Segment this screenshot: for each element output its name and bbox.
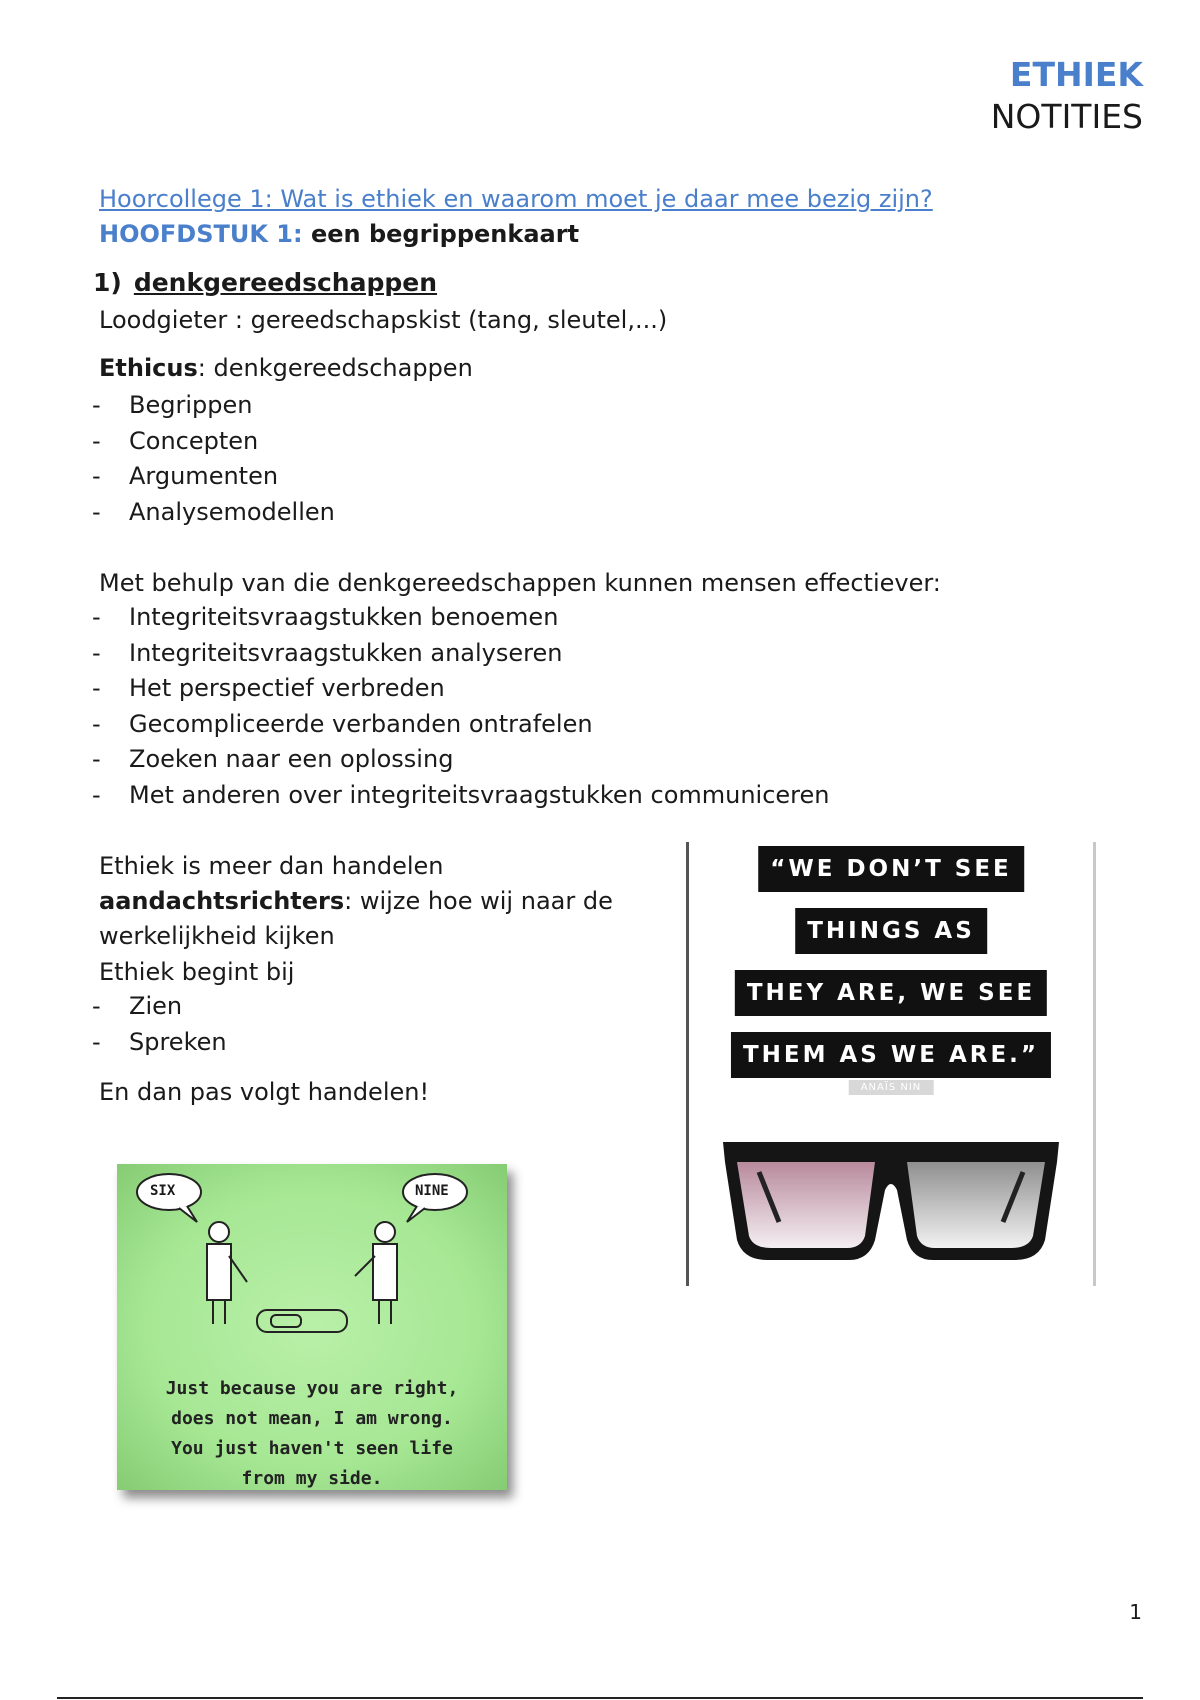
sunglasses-icon — [719, 1132, 1063, 1272]
footer-divider — [57, 1697, 1143, 1699]
begins-list — [92, 989, 227, 1060]
plumber-line: Loodgieter : gereedschapskist (tang, sleutel,...) — [99, 306, 668, 334]
lecture-link[interactable]: Hoorcollege 1: Wat is ethiek en waarom moet je daar mee bezig zijn? — [99, 185, 933, 213]
begins-with: Ethiek begint bij — [99, 958, 295, 986]
effectiveness-intro: Met behulp van die denkgereedschappen kunnen mensen effectiever: — [99, 569, 941, 597]
document-title: ETHIEK — [1009, 55, 1143, 94]
quote-line: “WE DON’T SEE — [758, 846, 1024, 892]
cartoon-caption: Just because you are right, does not mean, I am wrong. You just haven't seen life from my side. — [165, 1378, 459, 1489]
right-bubble-text: NINE — [415, 1183, 449, 1199]
list-item: - Begrippen — [92, 391, 253, 419]
attention-line: aandachtsrichters: wijze hoe wij naar de — [99, 887, 613, 915]
section-title: denkgereedschappen — [133, 268, 438, 297]
list-item: - Het perspectief verbreden — [92, 674, 445, 702]
perspective-cartoon — [117, 1164, 507, 1490]
document-subtitle: NOTITIES — [990, 97, 1143, 136]
section-number: 1) — [93, 268, 122, 297]
list-item: - Zien — [92, 992, 183, 1020]
quote-image — [686, 842, 1096, 1286]
ethicus-term: Ethicus — [99, 354, 198, 382]
ethicus-line — [99, 350, 473, 386]
chapter-title: een begrippenkaart — [310, 220, 580, 248]
tools-list — [92, 388, 335, 530]
quote-author: ANAÏS NIN — [849, 1080, 934, 1095]
chapter-heading — [99, 220, 579, 248]
effectiveness-list — [92, 600, 830, 813]
document-header — [991, 54, 1143, 138]
quote-line: THEY ARE, WE SEE — [735, 970, 1047, 1016]
list-item: - Analysemodellen — [92, 497, 335, 526]
left-bubble-text: SIX — [150, 1183, 176, 1199]
list-item: - Zoeken naar een oplossing — [92, 745, 454, 773]
attention-line-2: werkelijkheid kijken — [99, 922, 335, 950]
page-number: 1 — [1129, 1600, 1142, 1624]
list-item: - Gecompliceerde verbanden ontrafelen — [92, 709, 593, 738]
then-acting: En dan pas volgt handelen! — [99, 1078, 430, 1106]
list-item: - Met anderen over integriteitsvraagstukken communiceren — [92, 780, 830, 809]
section-heading — [93, 268, 437, 297]
list-item: - Concepten — [92, 426, 259, 455]
attention-term: aandachtsrichters — [99, 887, 345, 915]
list-item: - Integriteitsvraagstukken benoemen — [92, 603, 559, 631]
quote-line: THEM AS WE ARE.” — [731, 1032, 1051, 1078]
list-item: - Integriteitsvraagstukken analyseren — [92, 638, 563, 667]
quote-line: THINGS AS — [795, 908, 987, 954]
chapter-prefix: HOOFDSTUK 1: — [99, 220, 303, 248]
ethicus-definition: : denkgereedschappen — [197, 354, 473, 382]
more-than-acting: Ethiek is meer dan handelen — [99, 852, 444, 880]
list-item: - Spreken — [92, 1027, 227, 1056]
list-item: - Argumenten — [92, 462, 279, 490]
